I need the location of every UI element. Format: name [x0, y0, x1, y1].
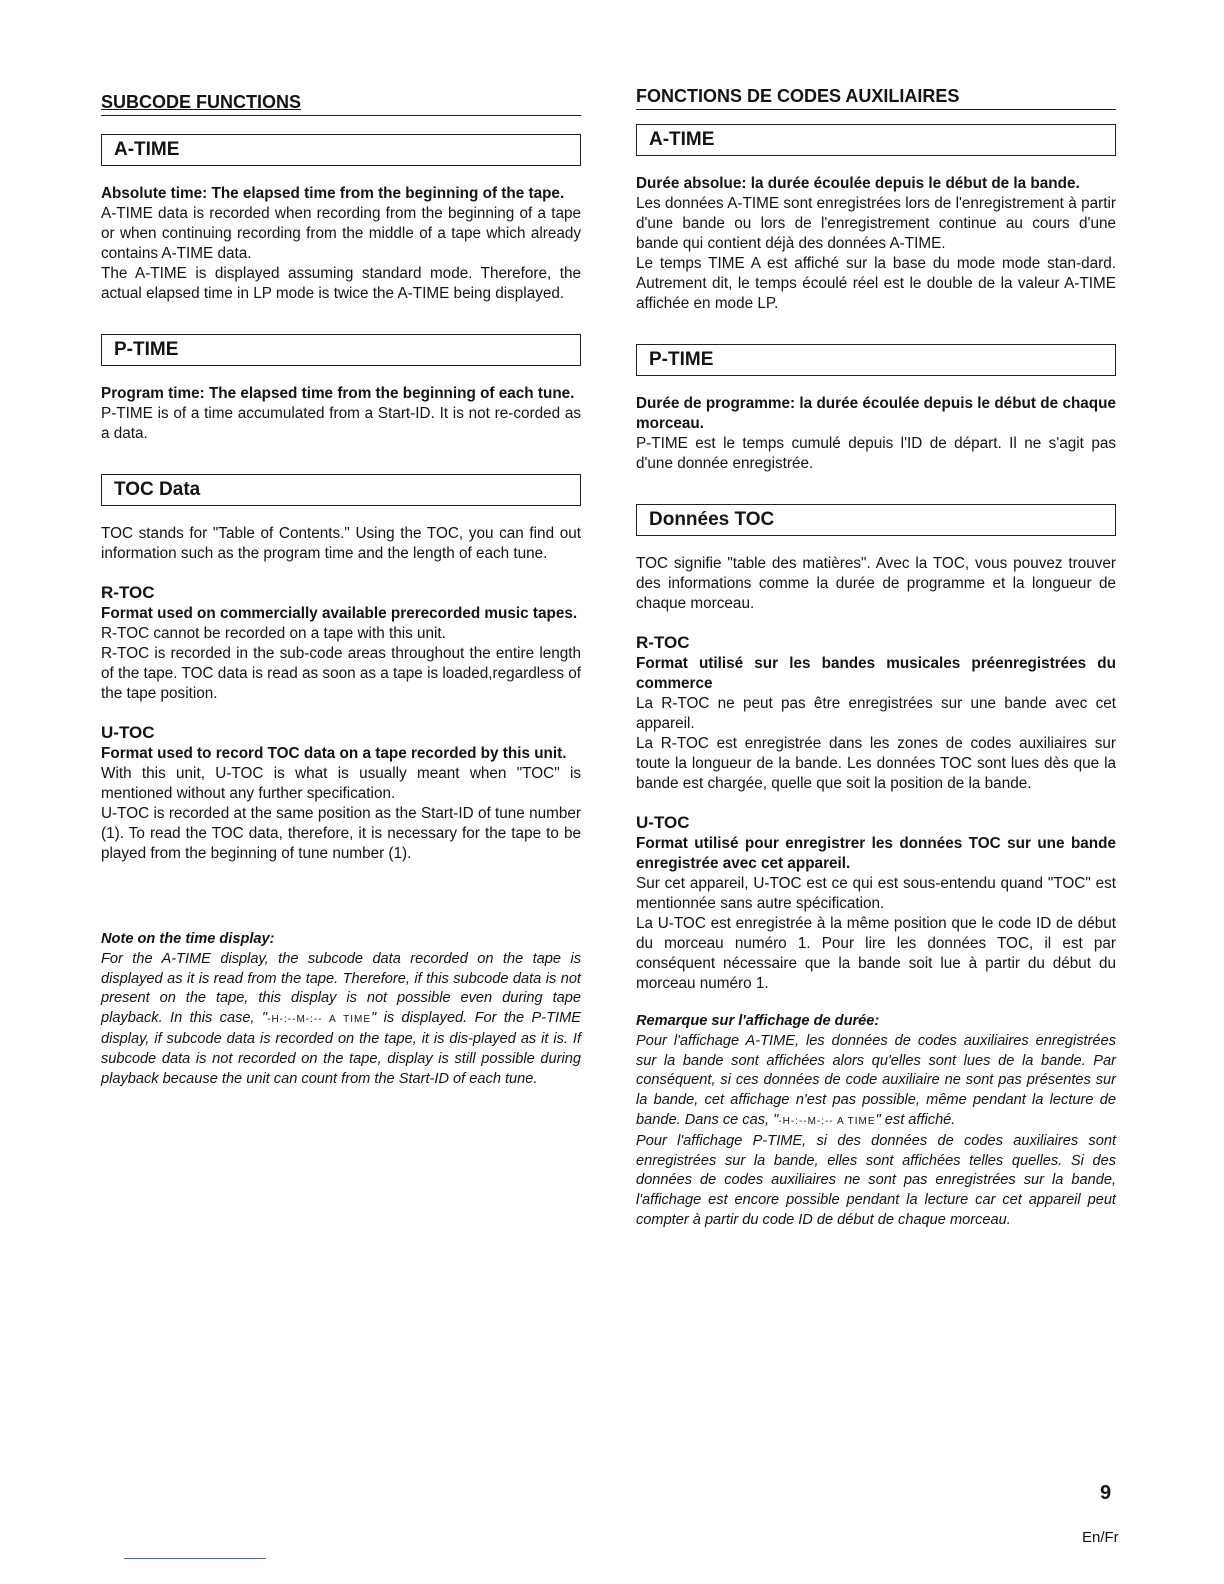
english-column	[101, 86, 581, 1089]
time-display-note	[101, 930, 581, 1089]
rtoc-paragraph-2: La R-TOC est enregistrée dans les zones de codes auxiliaires sur toute la longueur de la bande. Les données TOC sont lues dès que la bande est chargée, quelle que soit la position de la bande.	[636, 735, 1116, 792]
rtoc-heading: R-TOC	[101, 583, 155, 602]
footer-rule	[124, 1558, 266, 1559]
rtoc-paragraph-1: R-TOC cannot be recorded on a tape with this unit.	[101, 625, 446, 642]
rtoc-lead: Format utilisé sur les bandes musicales préenregistrées du commerce	[636, 655, 1116, 692]
atime-title-box: A-TIME	[636, 124, 1116, 156]
rtoc-paragraph-2: R-TOC is recorded in the sub-code areas throughout the entire length of the tape. TOC data is read as soon as a tape is loaded,regardless of the tape position.	[101, 645, 581, 702]
utoc-lead: Format utilisé pour enregistrer les données TOC sur une bande enregistrée avec cet appareil.	[636, 835, 1116, 872]
section-heading: FONCTIONS DE CODES AUXILIAIRES	[636, 86, 1116, 110]
ptime-lead: Durée de programme: la durée écoulée depuis le début de chaque morceau.	[636, 395, 1116, 432]
atime-lead: Durée absolue: la durée écoulée depuis le début de la bande.	[636, 175, 1080, 192]
rtoc-lead: Format used on commercially available prerecorded music tapes.	[101, 605, 578, 622]
note-paragraph-2: Pour l'affichage P-TIME, si des données de codes auxiliaires sont enregistrées sur la bande, elles sont affichées telles quelles. Si des données de codes auxiliaires ne sont pas enregistrées sur la bande, l'affichage est encore possible pendant la lecture car cet appareil peut compter à partir du code ID de début de chaque morceau.	[636, 1132, 1116, 1228]
rtoc-heading: R-TOC	[636, 633, 690, 652]
ptime-paragraph-1: P-TIME est le temps cumulé depuis l'ID de départ. Il ne s'agit pas d'une donnée enregistrée.	[636, 435, 1116, 472]
time-display-note	[636, 1012, 1116, 1231]
toc-paragraph-1: TOC stands for "Table of Contents." Using the TOC, you can find out information such as the program time and the length of each tune.	[101, 525, 581, 562]
toc-title-box: TOC Data	[101, 474, 581, 506]
language-code: En/Fr	[1082, 1529, 1119, 1546]
utoc-paragraph-1: With this unit, U-TOC is what is usually meant when "TOC" is mentioned without any further specification.	[101, 765, 581, 802]
utoc-paragraph-1: Sur cet appareil, U-TOC est ce qui est sous-entendu quand "TOC" est mentionnée sans autre spécification.	[636, 875, 1116, 912]
ptime-paragraph-1: P-TIME is of a time accumulated from a Start-ID. It is not re-corded as a data.	[101, 405, 581, 442]
utoc-lead: Format used to record TOC data on a tape recorded by this unit.	[101, 745, 567, 762]
note-text-a: For the A-TIME display, the subcode data recorded on the tape is displayed as it is read from the tape. Therefore, if this subcode data is not present on the tape, this display is not possible even during tape playback. In this case, "	[101, 950, 581, 1027]
note-text-a: Pour l'affichage A-TIME, les données de codes auxiliaires enregistrées sur la bande sont affichées alors qu'elles sont lues de la bande. Par conséquent, si ces données de code auxiliaire ne sont pas présentes sur la bande, cet affichage n'est pas possible, même pendant la lecture de bande. Dans ce cas, "	[636, 1032, 1116, 1128]
atime-title-box: A-TIME	[101, 134, 581, 166]
page-number: 9	[1100, 1482, 1112, 1504]
toc-title-box: Données TOC	[636, 504, 1116, 536]
utoc-heading: U-TOC	[101, 723, 155, 742]
display-readout: -H-:--M-:-- A TIME	[267, 1014, 372, 1026]
note-paragraph	[101, 950, 581, 1090]
ptime-lead: Program time: The elapsed time from the beginning of each tune.	[101, 385, 575, 402]
note-text-b: " est affiché.	[875, 1111, 956, 1128]
rtoc-paragraph-1: La R-TOC ne peut pas être enregistrées sur une bande avec cet appareil.	[636, 695, 1116, 732]
atime-paragraph-1: Les données A-TIME sont enregistrées lors de l'enregistrement à partir d'une bande ou lors de l'enregistrement continue au cours d'une bande qui contient déjà des données A-TIME.	[636, 195, 1116, 252]
ptime-title-box: P-TIME	[101, 334, 581, 366]
display-readout: -H-:--M-:-- A TIME	[778, 1115, 876, 1127]
section-heading: SUBCODE FUNCTIONS	[101, 86, 581, 116]
toc-paragraph-1: TOC signifie "table des matières". Avec la TOC, vous pouvez trouver des informations comme la durée de programme et la longueur de chaque morceau.	[636, 555, 1116, 612]
utoc-paragraph-2: U-TOC is recorded at the same position as the Start-ID of tune number (1). To read the TOC data, therefore, it is necessary for the tape to be played from the beginning of tune number (1).	[101, 805, 581, 862]
note-title: Remarque sur l'affichage de durée:	[636, 1013, 880, 1029]
utoc-paragraph-2: La U-TOC est enregistrée à la même position que le code ID de début du morceau numéro 1. Pour lire les données TOC, il est par conséquent nécessaire que la bande soit lue à partir du début du morceau numéro 1.	[636, 915, 1116, 992]
atime-paragraph-2: Le temps TIME A est affiché sur la base du mode mode stan-dard. Autrement dit, le temps écoulé réel est le double de la valeur A-TIME affichée en mode LP.	[636, 255, 1116, 312]
atime-paragraph-1: A-TIME data is recorded when recording from the beginning of a tape or when continuing recording from the middle of a tape which already contains A-TIME data.	[101, 205, 581, 262]
ptime-title-box: P-TIME	[636, 344, 1116, 376]
atime-paragraph-2: The A-TIME is displayed assuming standard mode. Therefore, the actual elapsed time in LP mode is twice the A-TIME being displayed.	[101, 265, 581, 302]
french-column	[636, 86, 1116, 1231]
note-text-b: " is displayed. For the P-TIME display, if subcode data is recorded on the tape, it is dis-played as it is. If subcode data is not recorded on the tape, display is still possible during playback because the unit can count from the Start-ID of each tune.	[101, 1010, 581, 1087]
note-paragraph-1	[636, 1032, 1116, 1132]
utoc-heading: U-TOC	[636, 813, 690, 832]
atime-lead: Absolute time: The elapsed time from the beginning of the tape.	[101, 185, 565, 202]
note-title: Note on the time display:	[101, 931, 275, 947]
